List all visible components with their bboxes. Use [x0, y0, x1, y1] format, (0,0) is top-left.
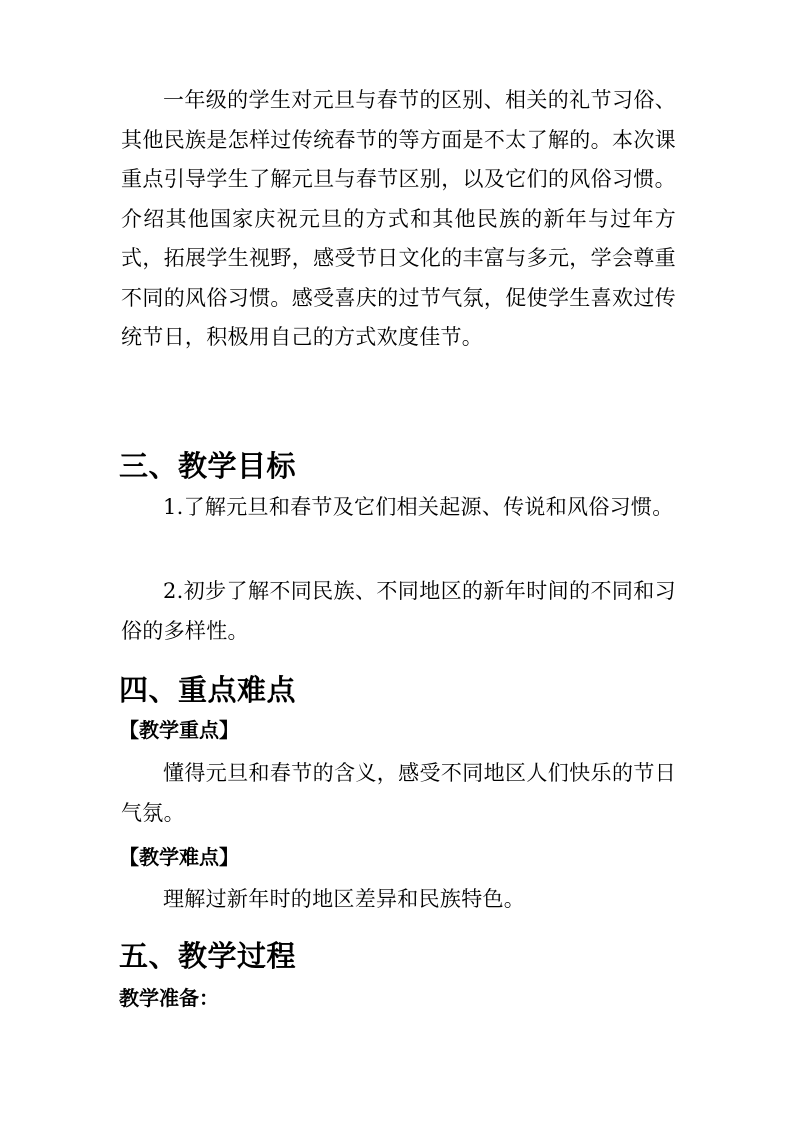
key-points-label: 【教学重点】	[119, 718, 239, 742]
difficult-points-text: 理解过新年时的地区差异和民族特色。	[163, 887, 526, 911]
section-heading-key-difficult-points: 四、重点难点	[119, 673, 297, 707]
section-heading-teaching-process: 五、教学过程	[119, 939, 297, 973]
teaching-goal-2: 2.初步了解不同民族、不同地区的新年时间的不同和习俗的多样性。	[121, 579, 676, 643]
intro-paragraph: 一年级的学生对元旦与春节的区别、相关的礼节习俗、其他民族是怎样过传统春节的等方面是不太了解的。本次课重点引导学生了解元旦与春节区别，以及它们的风俗习惯。介绍其他国家庆祝元旦的方式和其他民族的新年与过年方式，拓展学生视野，感受节日文化的丰富与多元，学会尊重不同的风俗习惯。感受喜庆的过节气氛，促使学生喜欢过传统节日，积极用自己的方式欢度佳节。	[121, 88, 676, 349]
key-points-text: 懂得元旦和春节的含义，感受不同地区人们快乐的节日气氛。	[121, 761, 676, 825]
difficult-points-label: 【教学难点】	[119, 845, 239, 869]
teaching-goal-1: 1.了解元旦和春节及它们相关起源、传说和风俗习惯。	[163, 495, 674, 519]
teaching-preparation-label: 教学准备：	[119, 986, 219, 1010]
section-heading-teaching-goals: 三、教学目标	[119, 449, 297, 483]
